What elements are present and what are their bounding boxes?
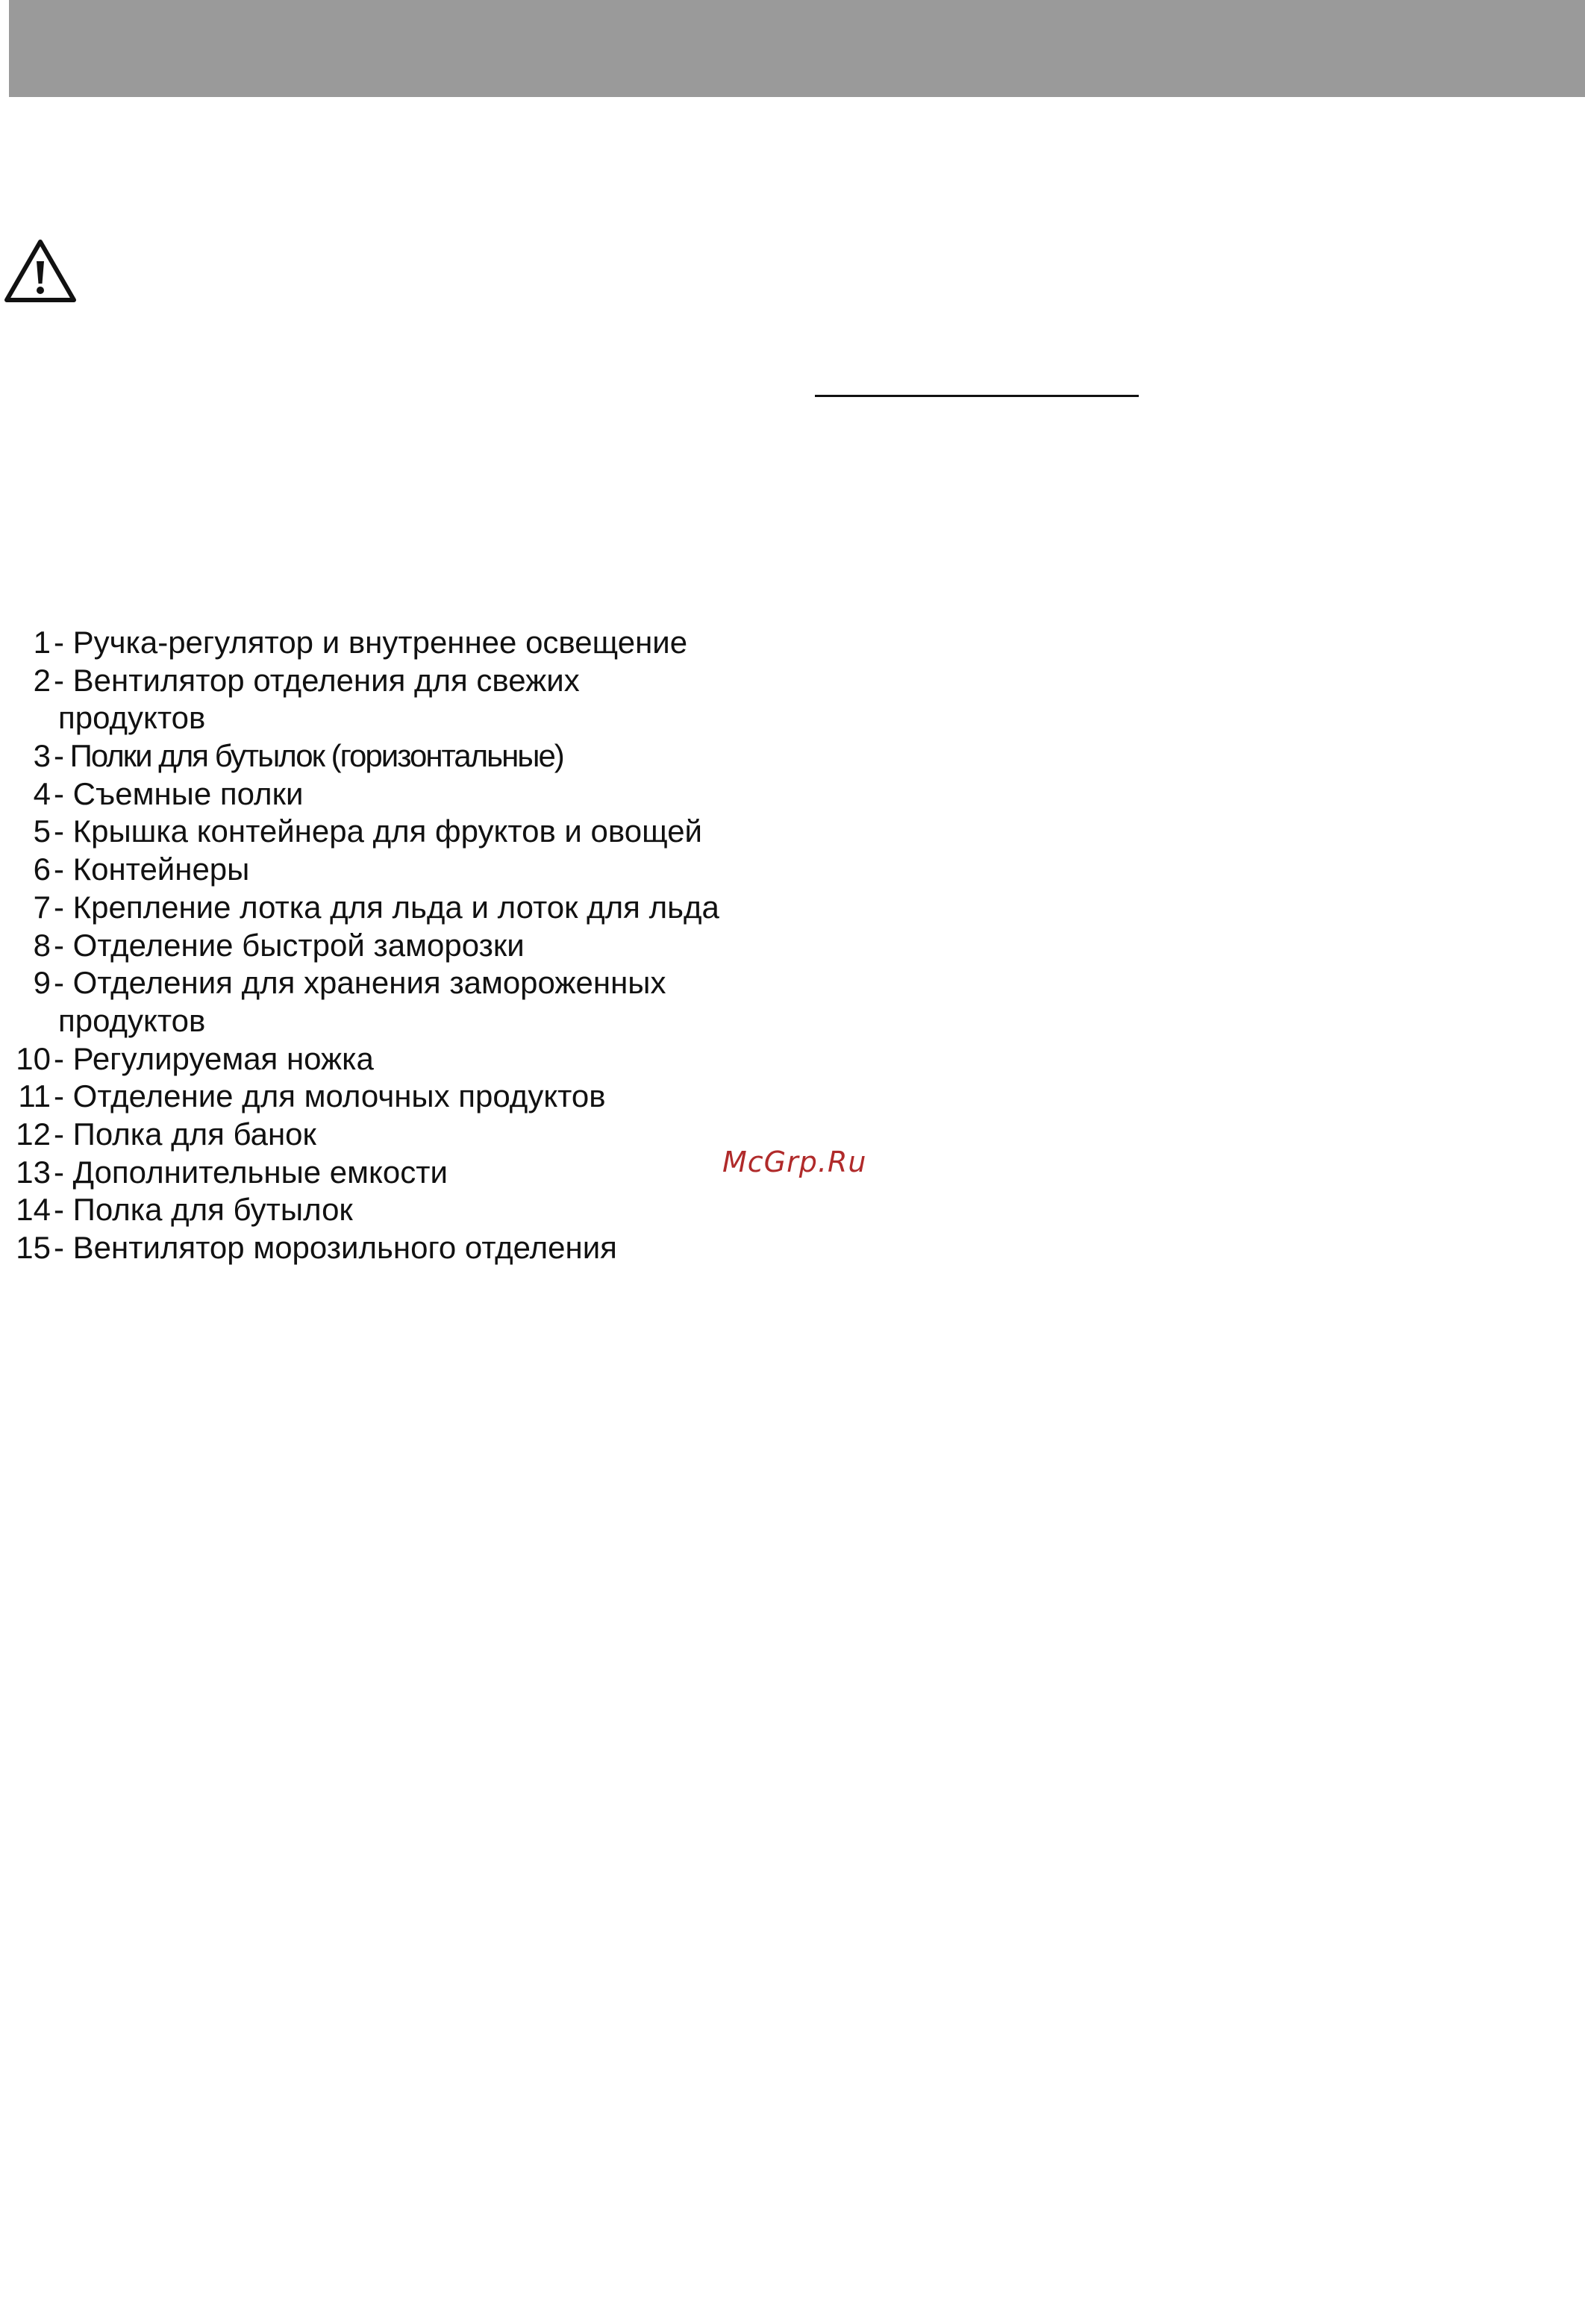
legend-number: 9: [33, 965, 51, 1001]
legend-number: 5: [33, 813, 51, 849]
legend-label: - Съемные полки: [54, 775, 304, 811]
legend-label: - Полка для бутылок: [54, 1192, 353, 1228]
legend-item: [6, 1116, 797, 1154]
legend-label-continuation: продуктов: [58, 1002, 206, 1038]
legend-item: [6, 1191, 797, 1229]
legend-item-continuation: [6, 1002, 797, 1040]
legend-label: - Дополнительные емкости: [54, 1154, 448, 1190]
legend-label: - Ручка-регулятор и внутреннее освещение: [54, 625, 688, 660]
legend-item: [6, 1040, 797, 1078]
legend-number: 14: [16, 1192, 51, 1228]
legend-number: 2: [33, 662, 51, 698]
legend-number: 11: [18, 1078, 51, 1114]
legend-label-continuation: продуктов: [58, 700, 206, 736]
legend-number: 12: [16, 1116, 51, 1152]
legend-label: - Отделение быстрой заморозки: [54, 927, 525, 963]
legend-label: - Полки для бутылок (горизонтальные): [54, 738, 563, 774]
legend-label: - Вентилятор морозильного отделения: [54, 1230, 617, 1265]
legend-item: [6, 964, 797, 1002]
legend-item: [6, 1229, 797, 1267]
legend-number: 4: [33, 775, 51, 811]
legend-label: - Вентилятор отделения для свежих: [54, 662, 580, 698]
legend-item: [6, 813, 797, 851]
legend-number: 1: [33, 625, 51, 660]
legend-item: [6, 889, 797, 927]
legend-item: [6, 662, 797, 700]
underline-rule: [815, 395, 1139, 397]
legend-number: 3: [33, 738, 51, 774]
legend-item: [6, 851, 797, 889]
legend-item-continuation: [6, 699, 797, 737]
legend-item: [6, 775, 797, 813]
legend-item: [6, 1078, 797, 1116]
legend-label: - Полка для банок: [54, 1116, 316, 1152]
legend-number: 6: [33, 852, 51, 887]
legend-item: [6, 624, 797, 662]
legend-number: 13: [16, 1154, 51, 1190]
legend-label: - Отделения для хранения замороженных: [54, 965, 666, 1001]
legend-number: 7: [33, 889, 51, 925]
legend-number: 8: [33, 927, 51, 963]
legend-item: [6, 1154, 797, 1192]
warning-triangle-icon: [3, 237, 78, 304]
legend-label: - Отделение для молочных продуктов: [54, 1078, 606, 1114]
legend-label: - Регулируемая ножка: [54, 1040, 374, 1076]
parts-legend: [6, 624, 797, 1267]
legend-item: [6, 927, 797, 965]
legend-label: - Контейнеры: [54, 852, 250, 887]
watermark: McGrp.Ru: [722, 1146, 867, 1178]
legend-label: - Крепление лотка для льда и лоток для льда: [54, 889, 719, 925]
legend-label: - Крышка контейнера для фруктов и овощей: [54, 813, 703, 849]
legend-number: 10: [16, 1040, 51, 1076]
legend-item: [6, 737, 797, 775]
legend-number: 15: [16, 1230, 51, 1265]
header-bar: [9, 0, 1585, 97]
